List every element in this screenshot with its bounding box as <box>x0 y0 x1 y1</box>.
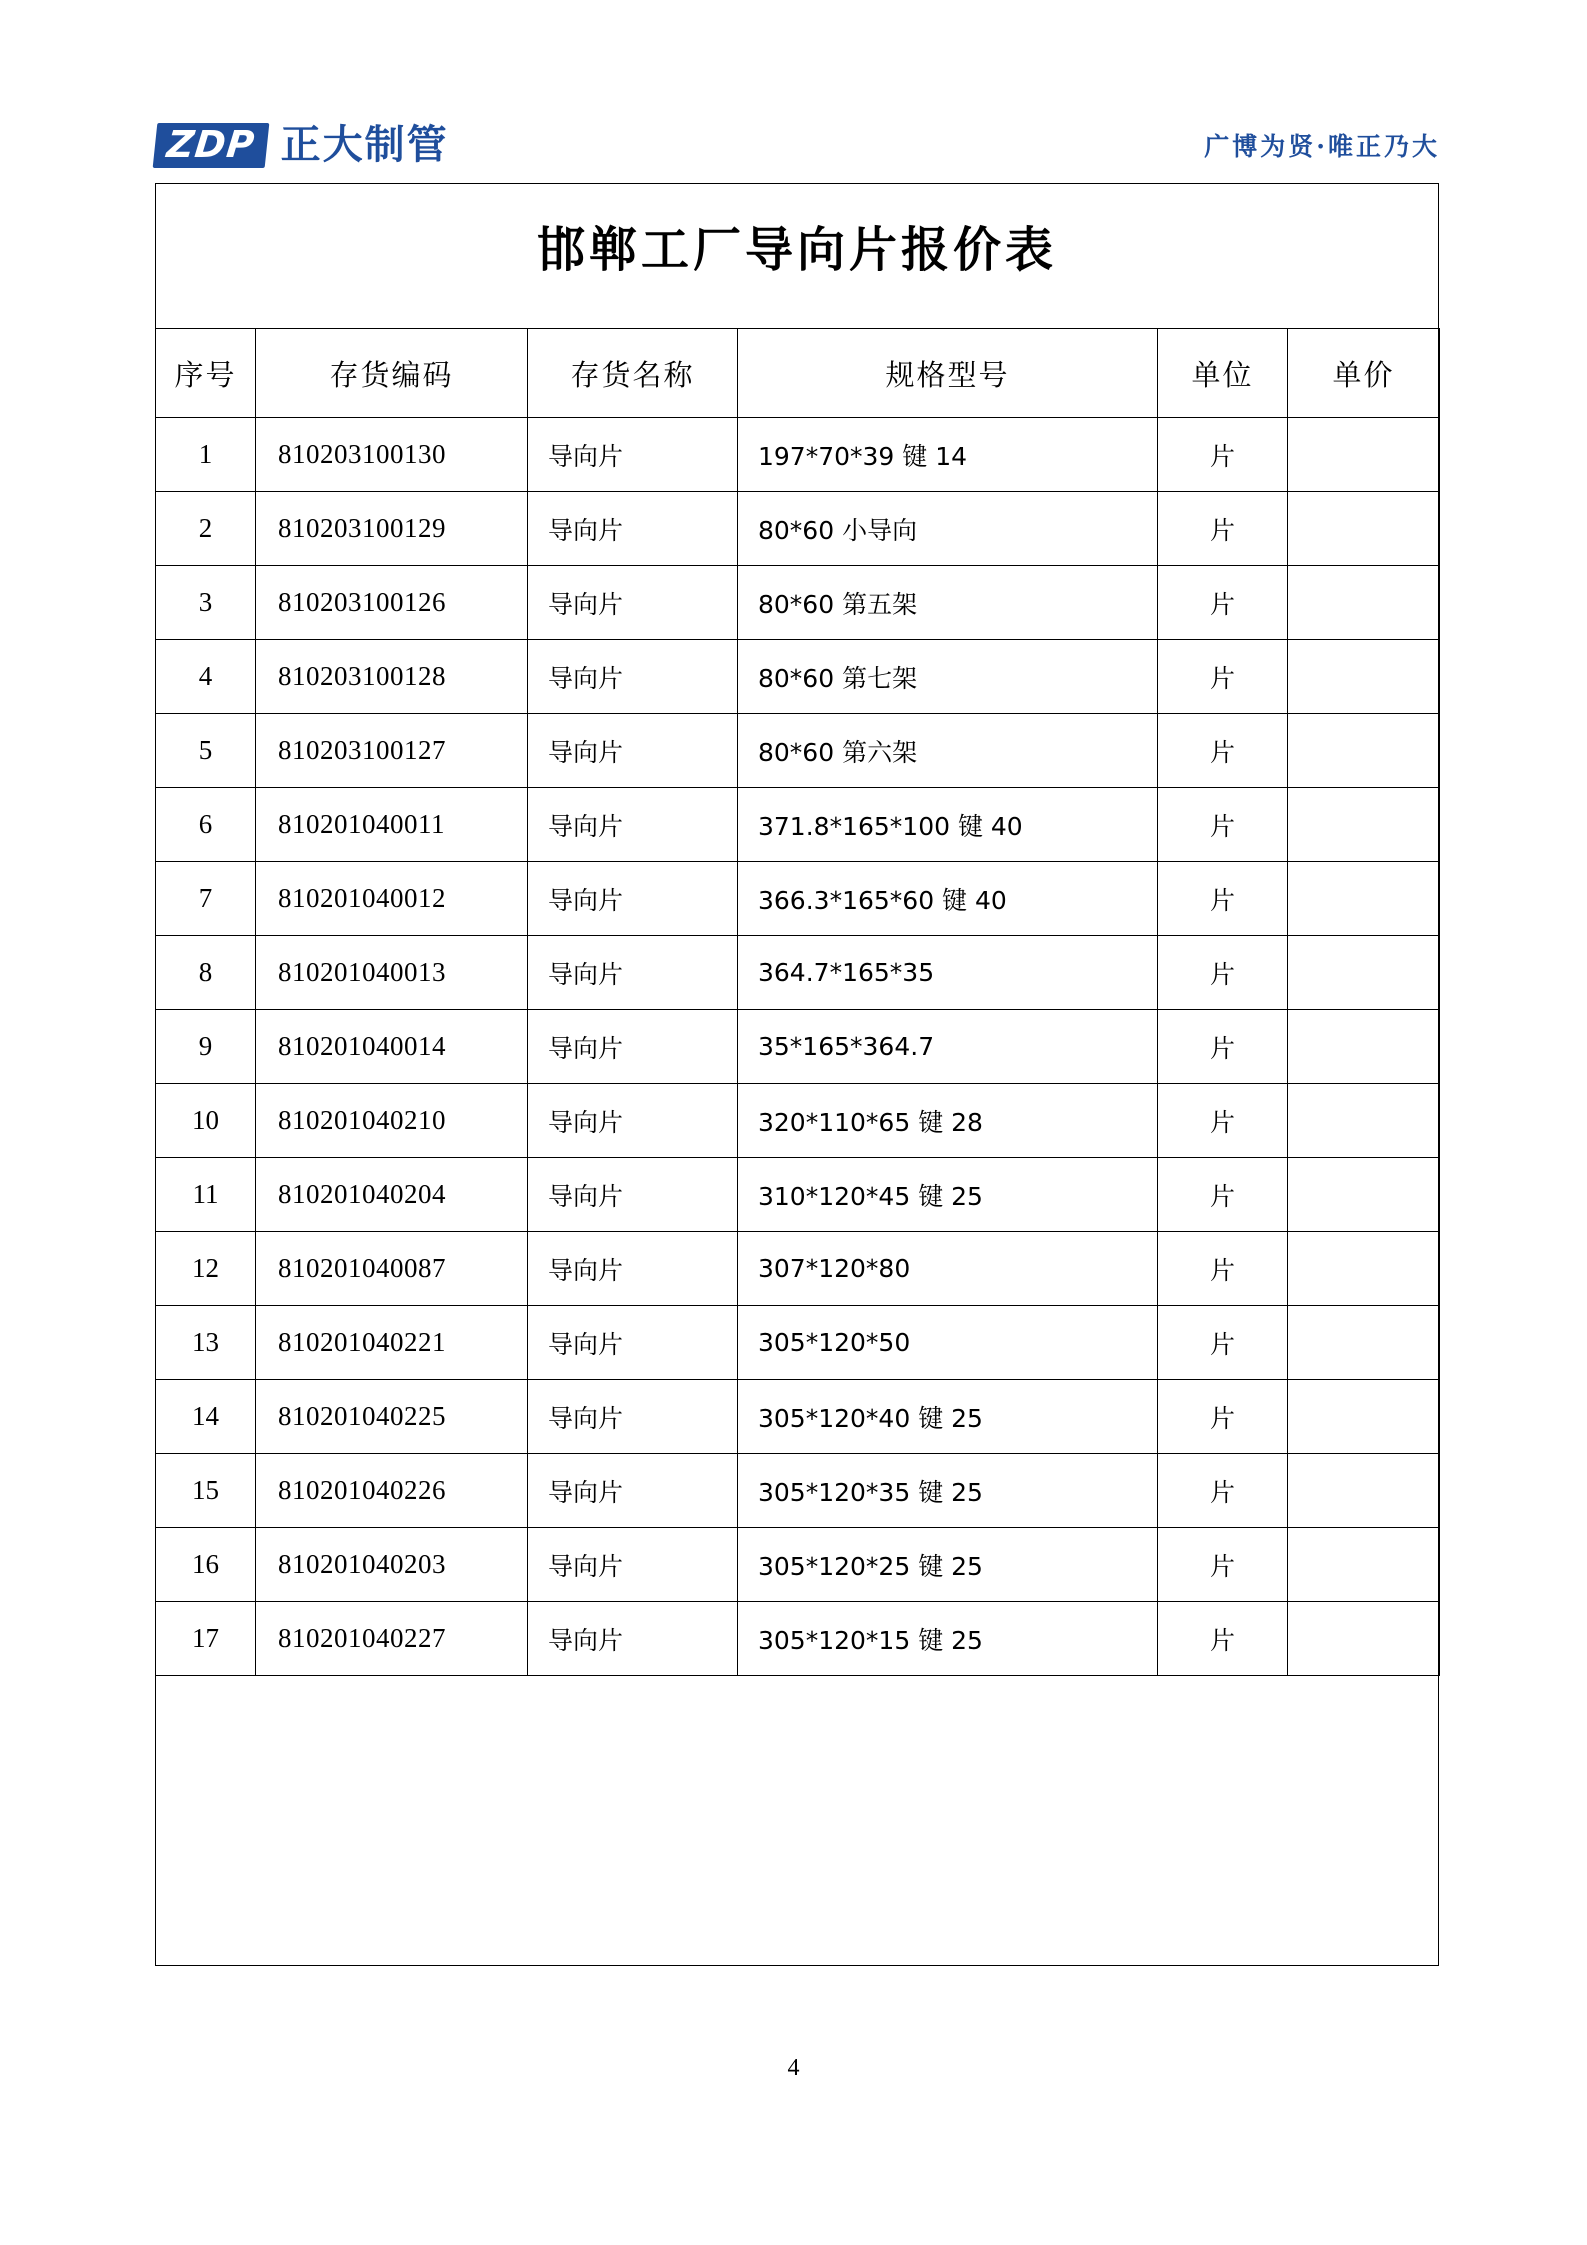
cell-code: 810203100128 <box>256 640 528 714</box>
cell-price[interactable] <box>1288 566 1440 640</box>
column-header-name: 存货名称 <box>528 329 738 418</box>
table-row <box>156 714 1440 788</box>
cell-price[interactable] <box>1288 1602 1440 1676</box>
cell-index: 10 <box>156 1084 256 1158</box>
cell-spec: 80*60 第七架 <box>738 640 1158 714</box>
cell-price[interactable] <box>1288 862 1440 936</box>
cell-unit: 片 <box>1158 640 1288 714</box>
cell-name: 导向片 <box>528 1158 738 1232</box>
cell-code: 810201040203 <box>256 1528 528 1602</box>
cell-name: 导向片 <box>528 714 738 788</box>
cell-code: 810203100130 <box>256 418 528 492</box>
cell-price[interactable] <box>1288 1158 1440 1232</box>
cell-price[interactable] <box>1288 418 1440 492</box>
cell-code: 810201040221 <box>256 1306 528 1380</box>
cell-name: 导向片 <box>528 1454 738 1528</box>
cell-price[interactable] <box>1288 492 1440 566</box>
cell-spec: 305*120*25 键 25 <box>738 1528 1158 1602</box>
table-row <box>156 1306 1440 1380</box>
cell-code: 810201040227 <box>256 1602 528 1676</box>
table-row <box>156 640 1440 714</box>
cell-spec: 80*60 小导向 <box>738 492 1158 566</box>
cell-price[interactable] <box>1288 1084 1440 1158</box>
cell-price[interactable] <box>1288 788 1440 862</box>
cell-name: 导向片 <box>528 1010 738 1084</box>
cell-spec: 197*70*39 键 14 <box>738 418 1158 492</box>
cell-index: 3 <box>156 566 256 640</box>
cell-spec: 366.3*165*60 键 40 <box>738 862 1158 936</box>
cell-unit: 片 <box>1158 492 1288 566</box>
cell-unit: 片 <box>1158 566 1288 640</box>
cell-index: 17 <box>156 1602 256 1676</box>
cell-index: 8 <box>156 936 256 1010</box>
cell-price[interactable] <box>1288 1454 1440 1528</box>
cell-index: 15 <box>156 1454 256 1528</box>
cell-price[interactable] <box>1288 936 1440 1010</box>
cell-unit: 片 <box>1158 714 1288 788</box>
page-number: 4 <box>787 2055 800 2081</box>
cell-code: 810203100127 <box>256 714 528 788</box>
cell-spec: 80*60 第六架 <box>738 714 1158 788</box>
cell-code: 810201040011 <box>256 788 528 862</box>
cell-unit: 片 <box>1158 1602 1288 1676</box>
cell-spec: 80*60 第五架 <box>738 566 1158 640</box>
cell-unit: 片 <box>1158 1010 1288 1084</box>
cell-spec: 364.7*165*35 <box>738 936 1158 1010</box>
cell-code: 810201040210 <box>256 1084 528 1158</box>
cell-unit: 片 <box>1158 1306 1288 1380</box>
cell-index: 7 <box>156 862 256 936</box>
cell-price[interactable] <box>1288 1306 1440 1380</box>
cell-name: 导向片 <box>528 1232 738 1306</box>
cell-price[interactable] <box>1288 1010 1440 1084</box>
cell-unit: 片 <box>1158 1528 1288 1602</box>
table-row <box>156 1010 1440 1084</box>
cell-unit: 片 <box>1158 788 1288 862</box>
cell-index: 2 <box>156 492 256 566</box>
cell-code: 810201040014 <box>256 1010 528 1084</box>
cell-spec: 35*165*364.7 <box>738 1010 1158 1084</box>
cell-code: 810203100129 <box>256 492 528 566</box>
cell-spec: 305*120*40 键 25 <box>738 1380 1158 1454</box>
column-header-price: 单价 <box>1288 329 1440 418</box>
column-header-index: 序号 <box>156 329 256 418</box>
cell-index: 4 <box>156 640 256 714</box>
cell-name: 导向片 <box>528 1380 738 1454</box>
document-header <box>155 110 1440 180</box>
cell-unit: 片 <box>1158 1084 1288 1158</box>
cell-price[interactable] <box>1288 640 1440 714</box>
table-row <box>156 1232 1440 1306</box>
cell-name: 导向片 <box>528 1084 738 1158</box>
cell-price[interactable] <box>1288 1232 1440 1306</box>
cell-name: 导向片 <box>528 1528 738 1602</box>
cell-name: 导向片 <box>528 566 738 640</box>
column-header-spec: 规格型号 <box>738 329 1158 418</box>
cell-code: 810201040012 <box>256 862 528 936</box>
cell-index: 12 <box>156 1232 256 1306</box>
cell-name: 导向片 <box>528 788 738 862</box>
table-row <box>156 788 1440 862</box>
cell-spec: 320*110*65 键 28 <box>738 1084 1158 1158</box>
cell-unit: 片 <box>1158 1158 1288 1232</box>
table-row <box>156 1602 1440 1676</box>
cell-index: 14 <box>156 1380 256 1454</box>
cell-name: 导向片 <box>528 418 738 492</box>
cell-name: 导向片 <box>528 1306 738 1380</box>
price-table <box>155 328 1440 1676</box>
logo-text-company: 正大制管 <box>280 122 449 168</box>
cell-code: 810201040225 <box>256 1380 528 1454</box>
cell-index: 5 <box>156 714 256 788</box>
table-row <box>156 492 1440 566</box>
cell-code: 810201040013 <box>256 936 528 1010</box>
cell-index: 11 <box>156 1158 256 1232</box>
cell-index: 16 <box>156 1528 256 1602</box>
table-header-row <box>156 329 1440 418</box>
cell-spec: 307*120*80 <box>738 1232 1158 1306</box>
table-row <box>156 566 1440 640</box>
cell-code: 810201040204 <box>256 1158 528 1232</box>
table-row <box>156 418 1440 492</box>
company-logo <box>155 123 449 168</box>
column-header-code: 存货编码 <box>256 329 528 418</box>
company-slogan: 广博为贤·唯正乃大 <box>1204 132 1440 161</box>
cell-name: 导向片 <box>528 862 738 936</box>
cell-name: 导向片 <box>528 640 738 714</box>
cell-spec: 305*120*35 键 25 <box>738 1454 1158 1528</box>
cell-spec: 310*120*45 键 25 <box>738 1158 1158 1232</box>
cell-code: 810201040087 <box>256 1232 528 1306</box>
cell-spec: 371.8*165*100 键 40 <box>738 788 1158 862</box>
cell-price[interactable] <box>1288 1528 1440 1602</box>
cell-spec: 305*120*15 键 25 <box>738 1602 1158 1676</box>
table-row <box>156 1528 1440 1602</box>
cell-unit: 片 <box>1158 1454 1288 1528</box>
table-row <box>156 862 1440 936</box>
table-row <box>156 1084 1440 1158</box>
cell-index: 13 <box>156 1306 256 1380</box>
table-row <box>156 1380 1440 1454</box>
table-row <box>156 1158 1440 1232</box>
cell-code: 810201040226 <box>256 1454 528 1528</box>
cell-name: 导向片 <box>528 1602 738 1676</box>
cell-unit: 片 <box>1158 1380 1288 1454</box>
table-row <box>156 1454 1440 1528</box>
cell-index: 6 <box>156 788 256 862</box>
cell-name: 导向片 <box>528 492 738 566</box>
cell-index: 9 <box>156 1010 256 1084</box>
cell-code: 810203100126 <box>256 566 528 640</box>
cell-spec: 305*120*50 <box>738 1306 1158 1380</box>
cell-unit: 片 <box>1158 862 1288 936</box>
cell-price[interactable] <box>1288 1380 1440 1454</box>
cell-unit: 片 <box>1158 418 1288 492</box>
logo-mark-zdp: ZDP <box>153 123 269 168</box>
cell-index: 1 <box>156 418 256 492</box>
page-title: 邯郸工厂导向片报价表 <box>536 222 1057 278</box>
column-header-unit: 单位 <box>1158 329 1288 418</box>
cell-unit: 片 <box>1158 936 1288 1010</box>
cell-unit: 片 <box>1158 1232 1288 1306</box>
document-frame <box>155 183 1439 1966</box>
cell-name: 导向片 <box>528 936 738 1010</box>
cell-price[interactable] <box>1288 714 1440 788</box>
table-row <box>156 936 1440 1010</box>
